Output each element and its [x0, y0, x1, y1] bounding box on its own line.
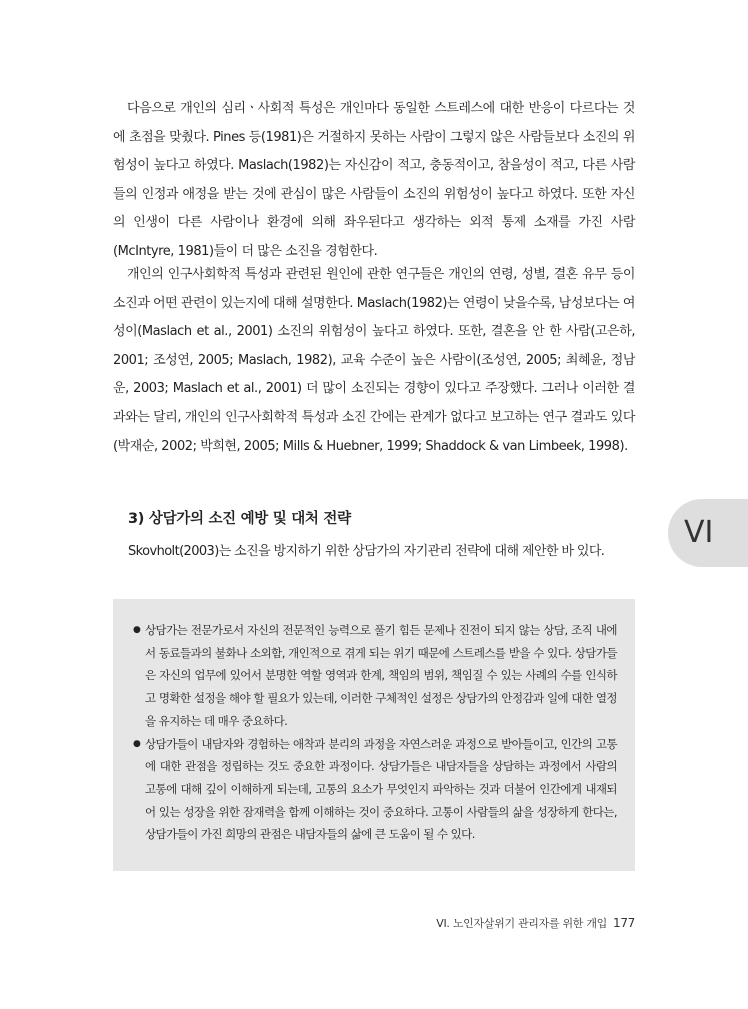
strategy-item-text: 상담가들이 내담자와 경험하는 애착과 분리의 과정을 자연스러운 과정으로 받아들이고, 인간의 고통에 대한 관점을 정립하는 것도 중요한 과정이다. 상담가들은 내담자들을 상담하는 과정에서 사람의 고통에 대해 깊이 이해하게 되는데, 고통의 요소가 무엇인지 파악하는 것과 더불어 인간에게 내재되어 있는 성장을 위한 잠재력을 함께 이해하는 것이 중요하다. 고통이 사람들의 삶을 성장하게 한다는, 상담가들이 가진 희망의 관점은 내담자들의 삶에 큰 도움이 될 수 있다.	[145, 736, 617, 842]
body-paragraph-2: 개인의 인구사회학적 특성과 관련된 원인에 관한 연구들은 개인의 연령, 성별, 결혼 유무 등이 소진과 어떤 관련이 있는지에 대해 설명한다. Maslach(1982)는 연령이 낮을수록, 남성보다는 여성이(Maslach et al., 2001) 소진의 위험성이 높다고 하였다. 또한, 결혼을 안 한 사람(고은하, 2001; 조성연, 2005; Maslach, 1982), 교육 수준이 높은 사람이(조성연, 2005; 최혜윤, 정남운, 2003; Maslach et al., 2001) 더 많이 소진되는 경향이 있다고 주장했다. 그러나 이러한 결과와는 달리, 개인의 인구사회학적 특성과 소진 간에는 관계가 없다고 보고하는 연구 결과도 있다(박재순, 2002; 박희현, 2005; Mills & Huebner, 1999; Shaddock & van Limbeek, 1998).	[113, 267, 635, 454]
chapter-tab	[668, 499, 748, 567]
strategy-list	[133, 619, 617, 846]
section-heading: 3) 상담가의 소진 예방 및 대처 전략	[128, 511, 351, 527]
page-footer	[436, 915, 635, 931]
body-paragraph-3: Skovholt(2003)는 소진을 방지하기 위한 상담가의 자기관리 전략에 대해 제안한 바 있다.	[128, 544, 605, 559]
bullet-icon: ●	[133, 738, 141, 749]
strategy-list-item	[133, 733, 617, 847]
body-paragraph-1: 다음으로 개인의 심리ㆍ사회적 특성은 개인마다 동일한 스트레스에 대한 반응이 다르다는 것에 초점을 맞췄다. Pines 등(1981)은 거절하지 못하는 사람이 그렇지 않은 사람들보다 소진의 위험성이 높다고 하였다. Maslach(1982)는 자신감이 적고, 충동적이고, 참을성이 적고, 다른 사람들의 인정과 애정을 받는 것에 관심이 많은 사람들이 소진의 위험성이 높다고 하였다. 또한 자신의 인생이 다른 사람이나 환경에 의해 좌우된다고 생각하는 외적 통제 소재를 가진 사람(McIntyre, 1981)들이 더 많은 소진을 경험한다.	[113, 101, 635, 259]
strategy-item-text: 상담가는 전문가로서 자신의 전문적인 능력으로 풀기 힘든 문제나 진전이 되지 않는 상담, 조직 내에서 동료들과의 불화나 소외함, 개인적으로 겪게 되는 위기 때문에 스트레스를 받을 수 있다. 상담가들은 자신의 업무에 있어서 분명한 역할 영역과 한계, 책임의 범위, 책임질 수 있는 사례의 수를 인식하고 명확한 설정을 해야 할 필요가 있는데, 이러한 구체적인 설정은 상담가의 안정감과 일에 대한 열정을 유지하는 데 매우 중요하다.	[145, 623, 617, 728]
page-number: 177	[612, 916, 635, 930]
chapter-tab-label: VI	[684, 515, 714, 550]
running-title: VI. 노인자살위기 관리자를 위한 개입	[436, 917, 607, 930]
strategy-box	[113, 599, 635, 871]
bullet-icon: ●	[133, 625, 141, 635]
strategy-list-item	[133, 619, 617, 733]
